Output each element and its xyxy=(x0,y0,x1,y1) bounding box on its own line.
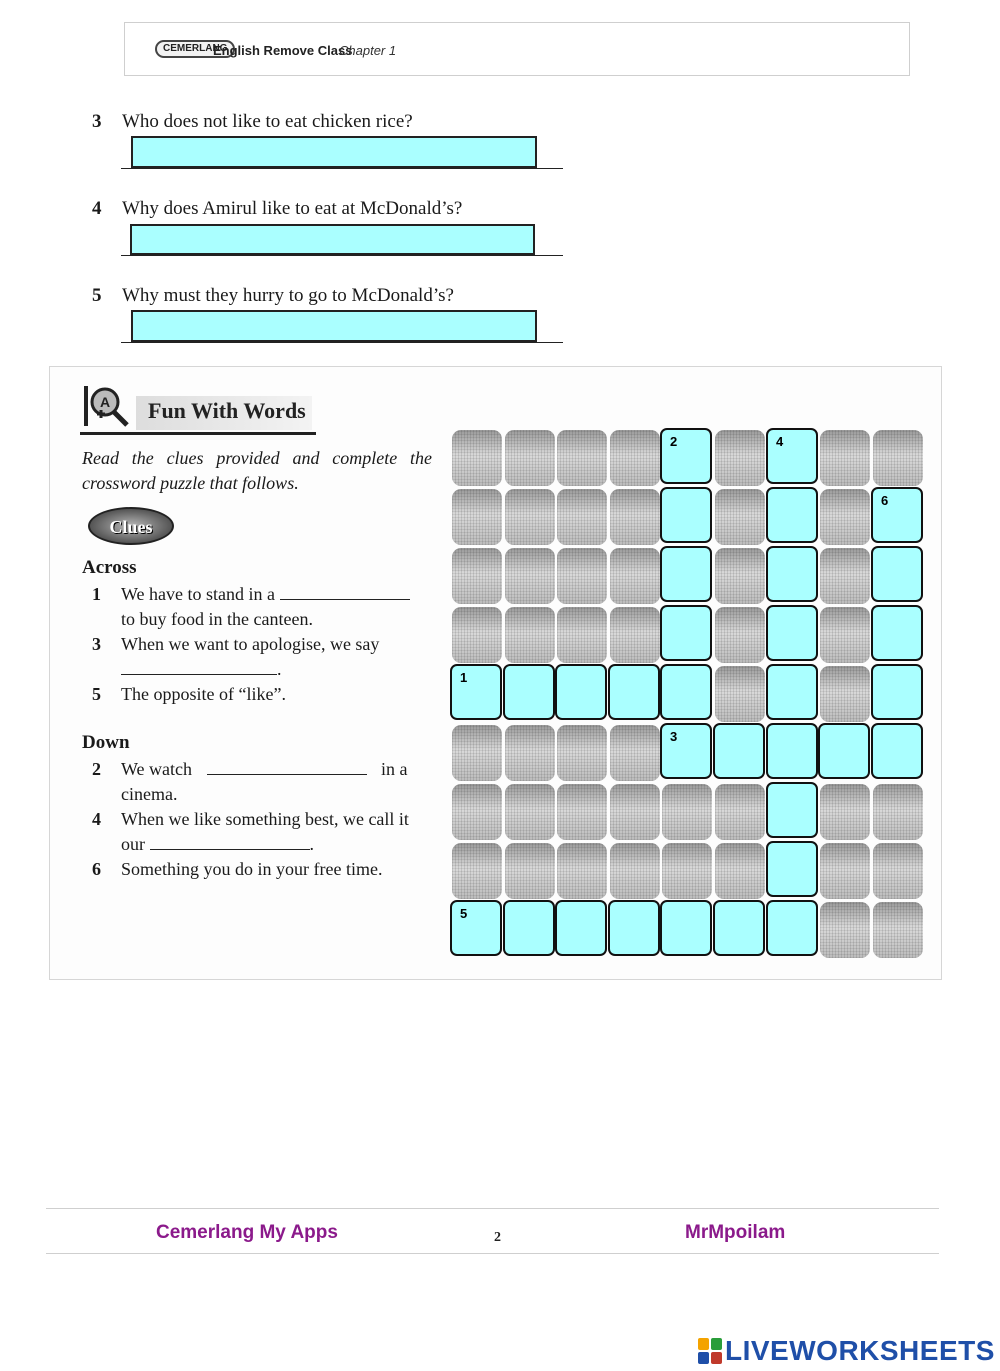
crossword-cell[interactable] xyxy=(503,900,555,956)
answer-input-3[interactable] xyxy=(131,136,537,168)
crossword-cell[interactable] xyxy=(766,782,818,838)
across-clue-1 xyxy=(92,582,432,632)
crossword-blocked-cell xyxy=(715,548,765,604)
crossword-blocked-cell xyxy=(452,784,502,840)
crossword-cell[interactable] xyxy=(766,664,818,720)
instructions: Read the clues provided and complete the crossword puzzle that follows. xyxy=(82,448,432,493)
question-number: 5 xyxy=(92,285,102,306)
crossword-blocked-cell xyxy=(557,607,607,663)
crossword-blocked-cell xyxy=(610,784,660,840)
crossword-cell[interactable] xyxy=(766,428,818,484)
svg-text:A: A xyxy=(100,394,111,410)
crossword-clue-number: 5 xyxy=(460,906,468,921)
clue-text: When we want to apologise, we say xyxy=(121,634,380,654)
crossword-cell[interactable] xyxy=(871,723,923,779)
crossword-cell[interactable] xyxy=(871,487,923,543)
crossword-cell[interactable] xyxy=(818,723,870,779)
clue-number: 5 xyxy=(92,684,101,704)
crossword-blocked-cell xyxy=(610,489,660,545)
answer-underline xyxy=(121,342,563,343)
crossword-clue-number: 6 xyxy=(881,493,889,508)
clue-text: . xyxy=(277,659,282,679)
crossword-cell[interactable] xyxy=(660,546,712,602)
crossword-blocked-cell xyxy=(452,607,502,663)
clue-number: 1 xyxy=(92,584,101,604)
publisher-logo: CEMERLANG xyxy=(155,40,235,58)
crossword-blocked-cell xyxy=(505,430,555,486)
question-4 xyxy=(92,198,462,220)
liveworksheets-mark-icon xyxy=(698,1338,722,1364)
answer-input-5[interactable] xyxy=(131,310,537,342)
crossword-blocked-cell xyxy=(820,784,870,840)
crossword-blocked-cell xyxy=(715,489,765,545)
clue-number: 2 xyxy=(92,759,101,779)
crossword-blocked-cell xyxy=(820,666,870,722)
crossword-blocked-cell xyxy=(452,843,502,899)
question-number: 3 xyxy=(92,111,102,132)
across-heading: Across xyxy=(82,557,137,578)
answer-underline xyxy=(121,168,563,169)
magnifier-icon xyxy=(83,384,131,428)
crossword-cell[interactable] xyxy=(660,723,712,779)
crossword-blocked-cell xyxy=(505,489,555,545)
crossword-cell[interactable] xyxy=(660,487,712,543)
crossword-blocked-cell xyxy=(610,430,660,486)
footer-top-rule xyxy=(46,1208,939,1209)
question-text: Why must they hurry to go to McDonald’s? xyxy=(122,285,454,306)
crossword-clue-number: 4 xyxy=(776,434,784,449)
crossword-blocked-cell xyxy=(820,548,870,604)
down-heading: Down xyxy=(82,732,130,753)
crossword-blocked-cell xyxy=(610,607,660,663)
clue-number: 4 xyxy=(92,809,101,829)
crossword-blocked-cell xyxy=(610,843,660,899)
crossword-cell[interactable] xyxy=(871,546,923,602)
crossword-blocked-cell xyxy=(505,725,555,781)
crossword-blocked-cell xyxy=(610,548,660,604)
crossword-blocked-cell xyxy=(820,430,870,486)
crossword-cell[interactable] xyxy=(608,664,660,720)
crossword-blocked-cell xyxy=(557,489,607,545)
clue-blank xyxy=(207,759,367,775)
page-header xyxy=(124,22,910,76)
crossword-blocked-cell xyxy=(557,784,607,840)
clue-text: We watch xyxy=(121,759,193,779)
crossword-blocked-cell xyxy=(452,725,502,781)
crossword-cell[interactable] xyxy=(608,900,660,956)
crossword-cell[interactable] xyxy=(555,664,607,720)
crossword-blocked-cell xyxy=(452,430,502,486)
crossword-cell[interactable] xyxy=(766,605,818,661)
clues-badge-label: Clues xyxy=(109,517,153,537)
crossword-cell[interactable] xyxy=(766,841,818,897)
answer-underline xyxy=(121,255,563,256)
crossword-blocked-cell xyxy=(505,843,555,899)
clue-number: 3 xyxy=(92,634,101,654)
crossword-cell[interactable] xyxy=(660,605,712,661)
liveworksheets-wordmark: LIVEWORKSHEETS xyxy=(725,1335,995,1366)
liveworksheets-logo xyxy=(698,1336,995,1366)
page-number: 2 xyxy=(494,1230,501,1245)
crossword-clue-number: 3 xyxy=(670,729,678,744)
question-text: Who does not like to eat chicken rice? xyxy=(122,111,413,132)
title-underline xyxy=(80,432,316,435)
clue-number: 6 xyxy=(92,859,101,879)
clue-blank xyxy=(121,659,277,675)
question-text: Why does Amirul like to eat at McDonald’s? xyxy=(122,198,463,219)
crossword-blocked-cell xyxy=(873,430,923,486)
crossword-cell[interactable] xyxy=(871,664,923,720)
clue-blank xyxy=(150,834,310,850)
clue-text: . xyxy=(309,834,314,854)
clue-text: Something you do in your free time. xyxy=(121,859,383,879)
down-clue-6 xyxy=(92,857,432,882)
crossword-blocked-cell xyxy=(873,902,923,958)
crossword-clue-number: 2 xyxy=(670,434,678,449)
crossword-cell[interactable] xyxy=(713,723,765,779)
crossword-blocked-cell xyxy=(610,725,660,781)
crossword-blocked-cell xyxy=(505,607,555,663)
crossword-cell[interactable] xyxy=(766,487,818,543)
down-clue-2 xyxy=(92,757,432,807)
crossword-blocked-cell xyxy=(715,607,765,663)
footer-right-text: MrMpoilam xyxy=(685,1222,786,1243)
crossword-blocked-cell xyxy=(662,843,712,899)
crossword-cell[interactable] xyxy=(660,428,712,484)
crossword-blocked-cell xyxy=(820,489,870,545)
crossword-cell[interactable] xyxy=(450,900,502,956)
across-clue-3 xyxy=(92,632,432,682)
crossword-cell[interactable] xyxy=(871,605,923,661)
crossword-blocked-cell xyxy=(662,784,712,840)
crossword-blocked-cell xyxy=(452,548,502,604)
crossword-blocked-cell xyxy=(557,548,607,604)
crossword-blocked-cell xyxy=(715,843,765,899)
clue-text: When we like something best, we call it our xyxy=(121,809,409,854)
crossword-blocked-cell xyxy=(452,489,502,545)
crossword-cell[interactable] xyxy=(450,664,502,720)
crossword-cell[interactable] xyxy=(713,900,765,956)
crossword-blocked-cell xyxy=(820,902,870,958)
crossword-cell[interactable] xyxy=(660,900,712,956)
answer-input-4[interactable] xyxy=(130,224,535,255)
crossword-cell[interactable] xyxy=(766,546,818,602)
crossword-cell[interactable] xyxy=(503,664,555,720)
crossword-blocked-cell xyxy=(557,430,607,486)
crossword-blocked-cell xyxy=(715,784,765,840)
question-5 xyxy=(92,285,454,307)
header-chapter: Chapter 1 xyxy=(339,43,397,58)
crossword-blocked-cell xyxy=(557,725,607,781)
crossword-blocked-cell xyxy=(505,548,555,604)
clue-text: We have to stand in a xyxy=(121,584,276,604)
crossword-cell[interactable] xyxy=(766,900,818,956)
header-title: English Remove Class xyxy=(213,43,353,58)
across-clue-5 xyxy=(92,682,432,707)
crossword-blocked-cell xyxy=(873,784,923,840)
clue-text: The opposite of “like”. xyxy=(121,684,286,704)
clue-text: to buy food in the canteen. xyxy=(121,609,313,629)
crossword-blocked-cell xyxy=(557,843,607,899)
clues-badge xyxy=(88,507,174,545)
crossword-clue-number: 1 xyxy=(460,670,468,685)
crossword-cell[interactable] xyxy=(660,664,712,720)
crossword-blocked-cell xyxy=(820,607,870,663)
footer-left-text: Cemerlang My Apps xyxy=(156,1222,338,1243)
question-number: 4 xyxy=(92,198,102,219)
crossword-blocked-cell xyxy=(873,843,923,899)
clue-text: in a cinema. xyxy=(121,759,408,804)
footer-bottom-rule xyxy=(46,1253,939,1254)
down-clue-4 xyxy=(92,807,432,857)
crossword-cell[interactable] xyxy=(555,900,607,956)
section-title: Fun With Words xyxy=(148,398,306,423)
crossword-blocked-cell xyxy=(715,430,765,486)
crossword-blocked-cell xyxy=(820,843,870,899)
clue-blank xyxy=(280,584,410,600)
crossword-blocked-cell xyxy=(715,666,765,722)
crossword-cell[interactable] xyxy=(766,723,818,779)
question-3 xyxy=(92,111,413,133)
crossword-blocked-cell xyxy=(505,784,555,840)
